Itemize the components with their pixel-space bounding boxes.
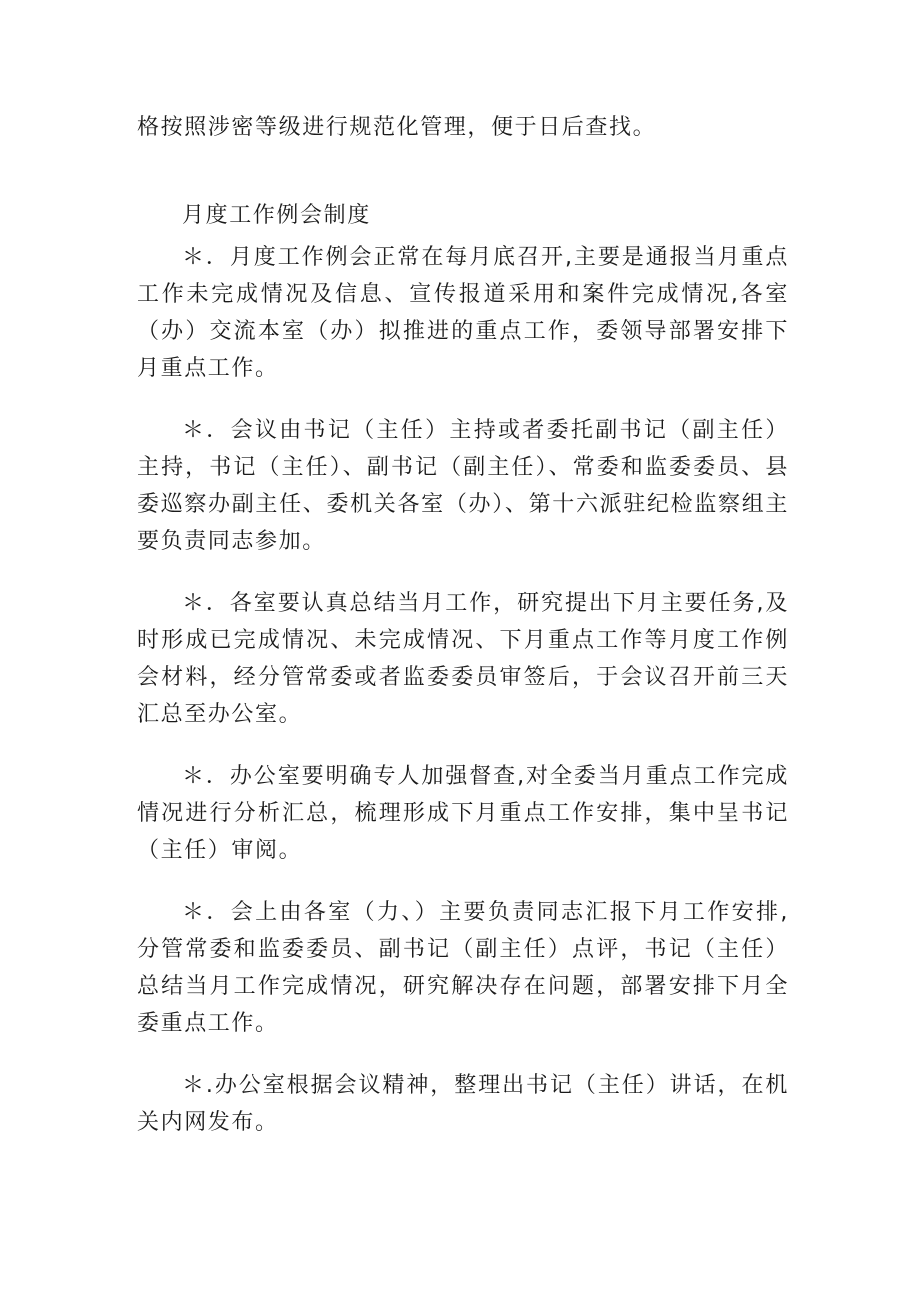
rule-paragraph-1: ＊．月度工作例会正常在每月底召开,主要是通报当月重点工作未完成情况及信息、宣传报道采用和案件完成情况,各室（办）交流本室（办）拟推进的重点工作，委领导部署安排下月重点工作。 bbox=[137, 245, 789, 381]
rule-paragraph-3: ＊．各室要认真总结当月工作，研究提出下月主要任务,及时形成已完成情况、未完成情况、下月重点工作等月度工作例会材料，经分管常委或者监委委员审签后，于会议召开前三天汇总至办公室。 bbox=[137, 591, 789, 727]
rule-paragraph-5: ＊．会上由各室（力、）主要负责同志汇报下月工作安排,分管常委和监委委员、副书记（副主任）点评，书记（主任）总结当月工作完成情况，研究解决存在问题，部署安排下月全委重点工作。 bbox=[137, 900, 789, 1036]
rule-paragraph-2: ＊．会议由书记（主任）主持或者委托副书记（副主任）主持，书记（主任）、副书记（副主任）、常委和监委委员、县委巡察办副主任、委机关各室（办）、第十六派驻纪检监察组主要负责同志参加。 bbox=[137, 418, 789, 554]
continuation-paragraph: 格按照涉密等级进行规范化管理，便于日后查找。 bbox=[137, 115, 657, 140]
rule-paragraph-4: ＊．办公室要明确专人加强督查,对全委当月重点工作完成情况进行分析汇总，梳理形成下月重点工作安排，集中呈书记（主任）审阅。 bbox=[137, 764, 789, 863]
section-heading: 月度工作例会制度 bbox=[182, 203, 371, 228]
rule-paragraph-6: ＊.办公室根据会议精神，整理出书记（主任）讲话，在机关内网发布。 bbox=[137, 1073, 789, 1135]
